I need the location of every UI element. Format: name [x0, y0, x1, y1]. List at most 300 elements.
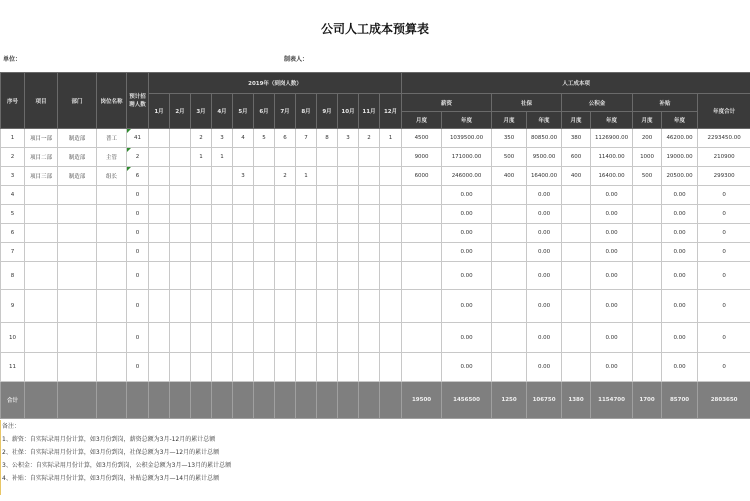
cell-month-5[interactable]: [233, 243, 254, 262]
cell-position[interactable]: 普工: [97, 129, 127, 148]
cell-month-3[interactable]: 2: [191, 129, 212, 148]
cell-month-7[interactable]: [275, 148, 296, 167]
cell-month-8[interactable]: [296, 224, 317, 243]
cell-position[interactable]: [97, 353, 127, 382]
cell-month-8[interactable]: [296, 148, 317, 167]
cell-fund-monthly[interactable]: [562, 323, 591, 353]
cell-month-6[interactable]: [254, 148, 275, 167]
cell-month-6[interactable]: [254, 262, 275, 290]
cell-subsidy-monthly[interactable]: [633, 323, 662, 353]
cell-subsidy-monthly[interactable]: [633, 224, 662, 243]
cell-month-8[interactable]: 1: [296, 167, 317, 186]
cell-month-4[interactable]: [212, 353, 233, 382]
cell-month-2[interactable]: [170, 243, 191, 262]
cell-month-7[interactable]: [275, 224, 296, 243]
cell-seq[interactable]: 5: [1, 205, 25, 224]
cell-month-1[interactable]: [149, 186, 170, 205]
cell-fund-monthly[interactable]: [562, 290, 591, 323]
cell-month-9[interactable]: [317, 148, 338, 167]
cell-position[interactable]: [97, 243, 127, 262]
cell-month-4[interactable]: [212, 205, 233, 224]
cell-month-2[interactable]: [170, 129, 191, 148]
cell-seq[interactable]: 10: [1, 323, 25, 353]
cell-month-11[interactable]: [359, 148, 380, 167]
cell-salary-annual[interactable]: 0.00: [442, 186, 492, 205]
cell-month-11[interactable]: [359, 353, 380, 382]
cell-annual-total[interactable]: 0: [698, 262, 750, 290]
cell-subsidy-monthly[interactable]: [633, 205, 662, 224]
cell-seq[interactable]: 2: [1, 148, 25, 167]
cell-month-5[interactable]: [233, 353, 254, 382]
totals-annual-total: 2803650: [698, 382, 750, 419]
cell-month-1[interactable]: [149, 224, 170, 243]
cell-salary-monthly[interactable]: 4500: [402, 129, 442, 148]
cell-annual-total[interactable]: 0: [698, 290, 750, 323]
cell-month-10[interactable]: [338, 148, 359, 167]
cell-planned-hires[interactable]: 0: [127, 243, 149, 262]
cell-social-monthly[interactable]: 400: [492, 167, 527, 186]
cell-month-12[interactable]: [380, 353, 402, 382]
cell-month-10[interactable]: [338, 323, 359, 353]
cell-subsidy-annual[interactable]: 0.00: [662, 290, 698, 323]
cell-month-8[interactable]: [296, 205, 317, 224]
cell-position[interactable]: 主管: [97, 148, 127, 167]
cell-subsidy-annual[interactable]: 46200.00: [662, 129, 698, 148]
cell-subsidy-monthly[interactable]: 1000: [633, 148, 662, 167]
cell-month-6[interactable]: [254, 205, 275, 224]
cell-month-5[interactable]: [233, 205, 254, 224]
table-row: [1, 167, 750, 186]
cell-seq[interactable]: 6: [1, 224, 25, 243]
cell-dept[interactable]: [58, 323, 97, 353]
cell-annual-total[interactable]: 2293450.00: [698, 129, 750, 148]
cell-position[interactable]: 组长: [97, 167, 127, 186]
cell-project[interactable]: 项目一部: [25, 129, 58, 148]
header-year-group: 2019年（到岗人数）: [149, 73, 402, 94]
cell-salary-annual[interactable]: 0.00: [442, 323, 492, 353]
cell-fund-annual[interactable]: 0.00: [591, 290, 633, 323]
cell-month-10[interactable]: [338, 243, 359, 262]
cell-annual-total[interactable]: 0: [698, 224, 750, 243]
cell-month-3[interactable]: [191, 186, 212, 205]
cell-subsidy-monthly[interactable]: [633, 262, 662, 290]
cell-salary-monthly[interactable]: 6000: [402, 167, 442, 186]
cell-seq[interactable]: 9: [1, 290, 25, 323]
cell-social-monthly[interactable]: [492, 262, 527, 290]
cell-seq[interactable]: 8: [1, 262, 25, 290]
cell-month-12[interactable]: [380, 243, 402, 262]
cell-month-8[interactable]: [296, 243, 317, 262]
cell-month-1[interactable]: [149, 262, 170, 290]
cell-month-12[interactable]: [380, 323, 402, 353]
cell-project[interactable]: [25, 262, 58, 290]
cell-position[interactable]: [97, 262, 127, 290]
cell-social-annual[interactable]: 80850.00: [527, 129, 562, 148]
cell-month-9[interactable]: [317, 323, 338, 353]
cell-subsidy-annual[interactable]: 0.00: [662, 262, 698, 290]
totals-subsidy-monthly: 1700: [633, 382, 662, 419]
cell-month-3[interactable]: [191, 205, 212, 224]
cell-fund-annual[interactable]: 0.00: [591, 186, 633, 205]
cell-annual-total[interactable]: 0: [698, 186, 750, 205]
cell-fund-monthly[interactable]: 400: [562, 167, 591, 186]
cell-salary-annual[interactable]: 171000.00: [442, 148, 492, 167]
cell-seq[interactable]: 7: [1, 243, 25, 262]
cell-month-12[interactable]: [380, 186, 402, 205]
cell-project[interactable]: [25, 224, 58, 243]
cell-month-6[interactable]: [254, 224, 275, 243]
cell-month-7[interactable]: 2: [275, 167, 296, 186]
cell-month-7[interactable]: [275, 205, 296, 224]
cell-planned-hires[interactable]: 0: [127, 186, 149, 205]
cell-subsidy-annual[interactable]: 0.00: [662, 323, 698, 353]
cell-planned-hires[interactable]: 0: [127, 224, 149, 243]
cell-month-9[interactable]: 8: [317, 129, 338, 148]
cell-social-monthly[interactable]: [492, 353, 527, 382]
cell-social-annual[interactable]: 9500.00: [527, 148, 562, 167]
cell-month-1[interactable]: [149, 205, 170, 224]
cell-seq[interactable]: 11: [1, 353, 25, 382]
totals-label: 合计: [1, 382, 25, 419]
cell-month-6[interactable]: [254, 243, 275, 262]
cell-fund-monthly[interactable]: [562, 243, 591, 262]
cell-project[interactable]: [25, 290, 58, 323]
header-month: 1月: [149, 94, 170, 129]
cell-month-5[interactable]: [233, 186, 254, 205]
cell-dept[interactable]: [58, 224, 97, 243]
cell-dept[interactable]: [58, 186, 97, 205]
cell-month-5[interactable]: [233, 148, 254, 167]
cell-salary-annual[interactable]: 0.00: [442, 205, 492, 224]
cell-salary-annual[interactable]: 1039500.00: [442, 129, 492, 148]
cell-dept[interactable]: 制造部: [58, 167, 97, 186]
cell-month-3[interactable]: [191, 262, 212, 290]
cell-month-1[interactable]: [149, 167, 170, 186]
cell-month-11[interactable]: [359, 167, 380, 186]
cell-month-9[interactable]: [317, 224, 338, 243]
cell-month-8[interactable]: [296, 353, 317, 382]
cell-subsidy-annual[interactable]: 0.00: [662, 243, 698, 262]
totals-subsidy-annual: 85700: [662, 382, 698, 419]
cell-social-annual[interactable]: 0.00: [527, 186, 562, 205]
header-salary-monthly: 月度: [402, 112, 442, 129]
cell-month-9[interactable]: [317, 205, 338, 224]
cell-planned-hires[interactable]: 0: [127, 290, 149, 323]
cell-fund-monthly[interactable]: 600: [562, 148, 591, 167]
cell-fund-annual[interactable]: 11400.00: [591, 148, 633, 167]
cell-project[interactable]: 项目二部: [25, 148, 58, 167]
cell-annual-total[interactable]: 299300: [698, 167, 750, 186]
cell-social-monthly[interactable]: [492, 186, 527, 205]
cell-salary-monthly[interactable]: [402, 224, 442, 243]
table-row: [1, 323, 750, 353]
cell-annual-total[interactable]: 0: [698, 323, 750, 353]
cell-social-annual[interactable]: 0.00: [527, 224, 562, 243]
cell-salary-monthly[interactable]: [402, 262, 442, 290]
cell-planned-hires[interactable]: 6: [127, 167, 149, 186]
header-dept: 部门: [58, 73, 97, 129]
cell-fund-monthly[interactable]: [562, 186, 591, 205]
cell-dept[interactable]: [58, 353, 97, 382]
cell-project[interactable]: [25, 205, 58, 224]
cell-subsidy-annual[interactable]: 20500.00: [662, 167, 698, 186]
cell-subsidy-monthly[interactable]: [633, 353, 662, 382]
cell-month-11[interactable]: [359, 224, 380, 243]
cell-social-monthly[interactable]: [492, 243, 527, 262]
cell-month-12[interactable]: [380, 224, 402, 243]
cell-month-4[interactable]: 3: [212, 129, 233, 148]
cell-month-5[interactable]: [233, 224, 254, 243]
cell-month-7[interactable]: [275, 243, 296, 262]
cell-month-12[interactable]: [380, 290, 402, 323]
cell-annual-total[interactable]: 210900: [698, 148, 750, 167]
cell-social-annual[interactable]: 0.00: [527, 205, 562, 224]
cell-month-10[interactable]: [338, 290, 359, 323]
cell-month-11[interactable]: [359, 290, 380, 323]
cell-month-4[interactable]: 1: [212, 148, 233, 167]
cell-month-5[interactable]: 3: [233, 167, 254, 186]
cell-salary-annual[interactable]: 0.00: [442, 224, 492, 243]
cell-month-7[interactable]: [275, 290, 296, 323]
cell-month-3[interactable]: 1: [191, 148, 212, 167]
cell-planned-hires[interactable]: 41: [127, 129, 149, 148]
cell-social-annual[interactable]: 0.00: [527, 323, 562, 353]
cell-subsidy-monthly[interactable]: 500: [633, 167, 662, 186]
cell-dept[interactable]: [58, 290, 97, 323]
cell-subsidy-annual[interactable]: 0.00: [662, 186, 698, 205]
cell-salary-monthly[interactable]: [402, 323, 442, 353]
cell-month-7[interactable]: [275, 323, 296, 353]
cell-social-annual[interactable]: 16400.00: [527, 167, 562, 186]
cell-month-4[interactable]: [212, 224, 233, 243]
cell-month-1[interactable]: [149, 323, 170, 353]
cell-subsidy-monthly[interactable]: 200: [633, 129, 662, 148]
cell-month-9[interactable]: [317, 290, 338, 323]
cell-social-monthly[interactable]: 500: [492, 148, 527, 167]
cell-month-11[interactable]: [359, 243, 380, 262]
cell-salary-annual[interactable]: 0.00: [442, 353, 492, 382]
cell-month-11[interactable]: [359, 262, 380, 290]
cell-fund-annual[interactable]: 0.00: [591, 205, 633, 224]
header-subsidy-monthly: 月度: [633, 112, 662, 129]
header-social: 社保: [492, 94, 562, 112]
cell-month-2[interactable]: [170, 186, 191, 205]
cell-month-1[interactable]: [149, 290, 170, 323]
cell-month-3[interactable]: [191, 353, 212, 382]
cell-month-11[interactable]: [359, 186, 380, 205]
cell-social-monthly[interactable]: 350: [492, 129, 527, 148]
cell-fund-annual[interactable]: 0.00: [591, 224, 633, 243]
cell-seq[interactable]: 1: [1, 129, 25, 148]
cell-planned-hires[interactable]: 0: [127, 262, 149, 290]
cell-project[interactable]: [25, 186, 58, 205]
cell-salary-monthly[interactable]: [402, 290, 442, 323]
cell-planned-hires[interactable]: 0: [127, 205, 149, 224]
cell-salary-monthly[interactable]: [402, 205, 442, 224]
cell-social-monthly[interactable]: [492, 323, 527, 353]
cell-month-12[interactable]: 1: [380, 129, 402, 148]
cell-month-9[interactable]: [317, 353, 338, 382]
cell-fund-monthly[interactable]: 380: [562, 129, 591, 148]
cell-month-12[interactable]: [380, 148, 402, 167]
cell-dept[interactable]: 制造部: [58, 129, 97, 148]
cell-month-3[interactable]: [191, 167, 212, 186]
cell-month-4[interactable]: [212, 167, 233, 186]
cell-month-12[interactable]: [380, 167, 402, 186]
cell-month-10[interactable]: [338, 205, 359, 224]
cell-month-5[interactable]: [233, 290, 254, 323]
cell-month-7[interactable]: [275, 186, 296, 205]
cell-salary-annual[interactable]: 0.00: [442, 290, 492, 323]
cell-fund-monthly[interactable]: [562, 262, 591, 290]
cell-month-8[interactable]: [296, 323, 317, 353]
cell-month-2[interactable]: [170, 167, 191, 186]
cell-dept[interactable]: [58, 205, 97, 224]
cell-salary-monthly[interactable]: 9000: [402, 148, 442, 167]
cell-month-3[interactable]: [191, 224, 212, 243]
cell-social-monthly[interactable]: [492, 290, 527, 323]
cell-fund-annual[interactable]: 0.00: [591, 262, 633, 290]
cell-project[interactable]: [25, 353, 58, 382]
budget-table: [0, 72, 750, 419]
cell-subsidy-monthly[interactable]: [633, 186, 662, 205]
cell-month-10[interactable]: [338, 186, 359, 205]
cell-annual-total[interactable]: 0: [698, 205, 750, 224]
cell-month-10[interactable]: [338, 262, 359, 290]
cell-month-4[interactable]: [212, 243, 233, 262]
cell-month-6[interactable]: [254, 290, 275, 323]
cell-social-annual[interactable]: 0.00: [527, 243, 562, 262]
cell-subsidy-monthly[interactable]: [633, 243, 662, 262]
cell-month-10[interactable]: [338, 224, 359, 243]
cell-month-3[interactable]: [191, 243, 212, 262]
cell-month-9[interactable]: [317, 186, 338, 205]
cell-subsidy-monthly[interactable]: [633, 290, 662, 323]
cell-month-4[interactable]: [212, 262, 233, 290]
cell-month-5[interactable]: 4: [233, 129, 254, 148]
cell-dept[interactable]: [58, 243, 97, 262]
cell-month-6[interactable]: [254, 186, 275, 205]
cell-month-6[interactable]: [254, 353, 275, 382]
cell-month-6[interactable]: [254, 167, 275, 186]
cell-subsidy-annual[interactable]: 0.00: [662, 353, 698, 382]
cell-salary-annual[interactable]: 0.00: [442, 262, 492, 290]
cell-salary-monthly[interactable]: [402, 243, 442, 262]
cell-month-6[interactable]: [254, 323, 275, 353]
cell-month-1[interactable]: [149, 148, 170, 167]
cell-dept[interactable]: 制造部: [58, 148, 97, 167]
cell-fund-annual[interactable]: 0.00: [591, 353, 633, 382]
cell-month-10[interactable]: 3: [338, 129, 359, 148]
cell-fund-monthly[interactable]: [562, 224, 591, 243]
cell-month-2[interactable]: [170, 148, 191, 167]
cell-month-9[interactable]: [317, 243, 338, 262]
cell-month-6[interactable]: 5: [254, 129, 275, 148]
cell-planned-hires[interactable]: 2: [127, 148, 149, 167]
cell-fund-annual[interactable]: 16400.00: [591, 167, 633, 186]
cell-month-8[interactable]: [296, 262, 317, 290]
header-fund-annual: 年度: [591, 112, 633, 129]
cell-month-1[interactable]: [149, 353, 170, 382]
cell-month-4[interactable]: [212, 186, 233, 205]
cell-social-annual[interactable]: 0.00: [527, 262, 562, 290]
cell-month-2[interactable]: [170, 205, 191, 224]
cell-month-4[interactable]: [212, 290, 233, 323]
cell-seq[interactable]: 3: [1, 167, 25, 186]
cell-position[interactable]: [97, 323, 127, 353]
cell-month-5[interactable]: [233, 323, 254, 353]
cell-month-1[interactable]: [149, 243, 170, 262]
cell-position[interactable]: [97, 205, 127, 224]
cell-month-8[interactable]: 7: [296, 129, 317, 148]
cell-position[interactable]: [97, 290, 127, 323]
cell-planned-hires[interactable]: 0: [127, 353, 149, 382]
cell-month-12[interactable]: [380, 205, 402, 224]
cell-month-7[interactable]: [275, 262, 296, 290]
cell-salary-annual[interactable]: 246000.00: [442, 167, 492, 186]
cell-month-8[interactable]: [296, 186, 317, 205]
cell-month-4[interactable]: [212, 323, 233, 353]
cell-month-3[interactable]: [191, 290, 212, 323]
cell-subsidy-annual[interactable]: 0.00: [662, 205, 698, 224]
cell-salary-monthly[interactable]: [402, 353, 442, 382]
cell-month-7[interactable]: 6: [275, 129, 296, 148]
cell-month-11[interactable]: [359, 205, 380, 224]
cell-month-10[interactable]: [338, 167, 359, 186]
cell-project[interactable]: [25, 243, 58, 262]
cell-seq[interactable]: 4: [1, 186, 25, 205]
cell-month-2[interactable]: [170, 323, 191, 353]
cell-salary-monthly[interactable]: [402, 186, 442, 205]
cell-subsidy-annual[interactable]: 19000.00: [662, 148, 698, 167]
cell-month-11[interactable]: 2: [359, 129, 380, 148]
cell-fund-annual[interactable]: 1126900.00: [591, 129, 633, 148]
cell-month-2[interactable]: [170, 262, 191, 290]
cell-position[interactable]: [97, 224, 127, 243]
cell-fund-annual[interactable]: 0.00: [591, 323, 633, 353]
cell-month-10[interactable]: [338, 353, 359, 382]
cell-social-annual[interactable]: 0.00: [527, 353, 562, 382]
cell-project[interactable]: [25, 323, 58, 353]
cell-social-monthly[interactable]: [492, 224, 527, 243]
cell-month-3[interactable]: [191, 323, 212, 353]
cell-social-annual[interactable]: 0.00: [527, 290, 562, 323]
cell-month-5[interactable]: [233, 262, 254, 290]
cell-month-12[interactable]: [380, 262, 402, 290]
cell-month-2[interactable]: [170, 290, 191, 323]
cell-month-7[interactable]: [275, 353, 296, 382]
cell-subsidy-annual[interactable]: 0.00: [662, 224, 698, 243]
cell-project[interactable]: 项目三部: [25, 167, 58, 186]
cell-salary-annual[interactable]: 0.00: [442, 243, 492, 262]
cell-month-2[interactable]: [170, 353, 191, 382]
cell-month-2[interactable]: [170, 224, 191, 243]
cell-month-9[interactable]: [317, 167, 338, 186]
cell-position[interactable]: [97, 186, 127, 205]
cell-social-monthly[interactable]: [492, 205, 527, 224]
cell-fund-monthly[interactable]: [562, 353, 591, 382]
cell-month-1[interactable]: [149, 129, 170, 148]
cell-annual-total[interactable]: 0: [698, 243, 750, 262]
cell-month-8[interactable]: [296, 290, 317, 323]
cell-annual-total[interactable]: 0: [698, 353, 750, 382]
cell-fund-monthly[interactable]: [562, 205, 591, 224]
cell-month-9[interactable]: [317, 262, 338, 290]
cell-planned-hires[interactable]: 0: [127, 323, 149, 353]
cell-month-11[interactable]: [359, 323, 380, 353]
cell-fund-annual[interactable]: 0.00: [591, 243, 633, 262]
cell-dept[interactable]: [58, 262, 97, 290]
